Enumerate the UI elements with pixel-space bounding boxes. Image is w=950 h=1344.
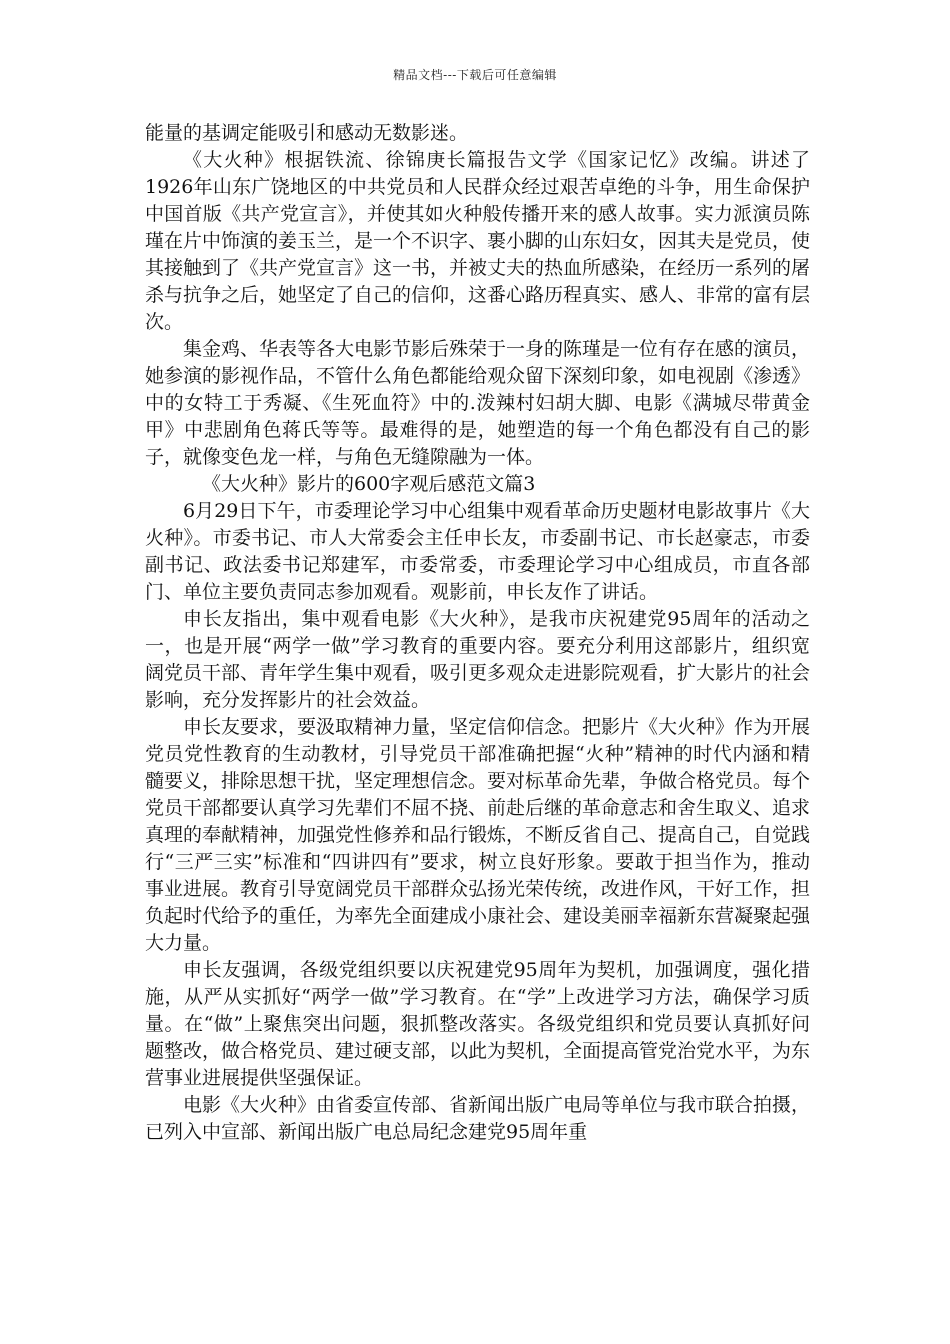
paragraph-emphasis: 申长友强调，各级党组织要以庆祝建党95周年为契机，加强调度，强化措施，从严从实抓好“两学一做”学习教育。在“学”上改进学习方法，确保学习质量。在“做”上聚焦突出问题，狠抓整改落实。各级党组织和党员要认真抓好问题整改，做合格党员、建过硬支部，以此为契机，全面提高管党治党水平，为东营事业进展提供坚强保证。 [145, 959, 811, 1089]
page-header: 精品文档---下载后可任意编辑 [393, 68, 557, 82]
paragraph-screening: 6月29日下午，市委理论学习中心组集中观看革命历史题材电影故事片《大火种》。市委书记、市人大常委会主任申长友，市委副书记、市长赵豪志，市委副书记、政法委书记郑建军，市委常委，市委理论学习中心组成员，市直各部门、单位主要负责同志参加观看。观影前，申长友作了讲话。 [145, 500, 810, 603]
paragraph-production: 电影《大火种》由省委宣传部、省新闻出版广电局等单位与我市联合拍摄，已列入中宣部、新闻出版广电总局纪念建党95周年重 [145, 1094, 811, 1143]
paragraph-actress: 集金鸡、华表等各大电影节影后殊荣于一身的陈瑾是一位有存在感的演员，她参演的影视作品，不管什么角色都能给观众留下深刻印象，如电视剧《渗透》中的女特工于秀凝、《生死血符》中的.泼辣村妇胡大脚、电影《满城尽带黄金甲》中悲剧角色蒋氏等等。最难得的是，她塑造的每一个角色都没有自己的影子，就像变色龙一样，与角色无缝隙融为一体。 [145, 338, 811, 468]
paragraph-continuation: 能量的基调定能吸引和感动无数影迷。 [145, 122, 469, 144]
section-heading: 《大火种》影片的600字观后感范文篇3 [202, 473, 536, 495]
paragraph-requirements: 申长友要求，要汲取精神力量，坚定信仰信念。把影片《大火种》作为开展党员党性教育的生动教材，引导党员干部准确把握“火种”精神的时代内涵和精髓要义，排除思想干扰，坚定理想信念。要对标革命先辈，争做合格党员。每个党员干部都要认真学习先辈们不屈不挠、前赴后继的革命意志和舍生取义、追求真理的奉献精神，加强党性修养和品行锻炼，不断反省自己、提高自己，自觉践行“三严三实”标准和“四讲四有”要求，树立良好形象。要敢于担当作为，推动事业进展。教育引导宽阔党员干部群众弘扬光荣传统，改进作风，干好工作，担负起时代给予的重任，为率先全面建成小康社会、建设美丽幸福新东营凝聚起强大力量。 [145, 716, 811, 954]
document-body [145, 120, 810, 1146]
paragraph-pointed-out: 申长友指出，集中观看电影《大火种》，是我市庆祝建党95周年的活动之一，也是开展“两学一做”学习教育的重要内容。要充分利用这部影片，组织宽阔党员干部、青年学生集中观看，吸引更多观众走进影院观看，扩大影片的社会影响，充分发挥影片的社会效益。 [145, 608, 811, 711]
paragraph-film-intro: 《大火种》根据铁流、徐锦庚长篇报告文学《国家记忆》改编。讲述了1926年山东广饶地区的中共党员和人民群众经过艰苦卓绝的斗争，用生命保护中国首版《共产党宣言》，并使其如火种般传播开来的感人故事。实力派演员陈瑾在片中饰演的姜玉兰，是一个不识字、裹小脚的山东妇女，因其夫是党员，使其接触到了《共产党宣言》这一书，并被丈夫的热血所感染，在经历一系列的屠杀与抗争之后，她坚定了自己的信仰，这番心路历程真实、感人、非常的富有层次。 [145, 149, 811, 333]
